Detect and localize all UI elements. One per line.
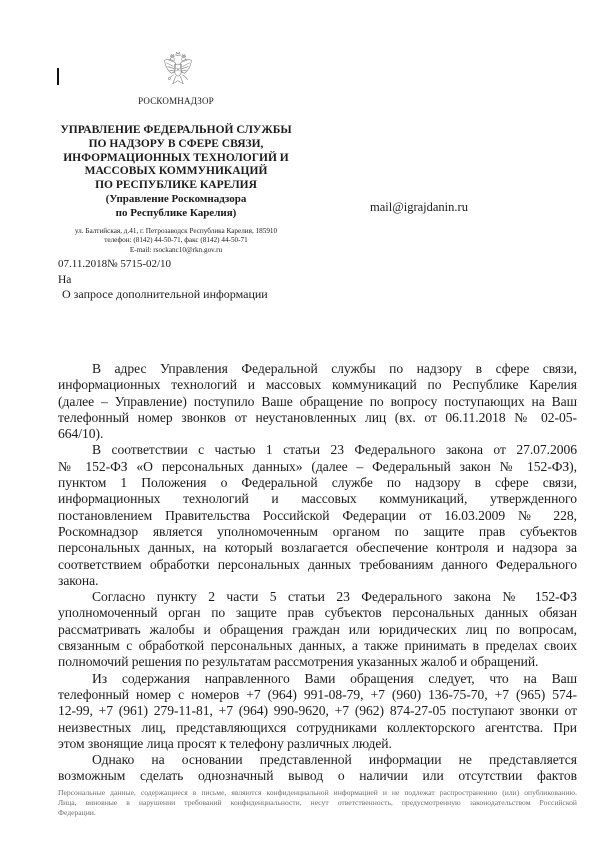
department-line: ИНФОРМАЦИОННЫХ ТЕХНОЛОГИЙ И: [63, 151, 289, 164]
body-line: рассматривать жалобы и обращения граждан или юридических лиц по вопросам,: [58, 621, 577, 637]
body-paragraph: [58, 752, 577, 785]
body-line: № 152-ФЗ «О персональных данных» (далее – Федеральный закон № 152-ФЗ),: [58, 458, 577, 474]
agency-name: РОСКОМНАДЗОР: [138, 96, 214, 106]
footer-line: Персональные данные, содержащиеся в письме, являются конфиденциальной информацией и не подлежат распространению (или) опубликованию.: [58, 788, 577, 797]
body-line: телефонный номер с номеров +7 (964) 991-08-79, +7 (960) 136-75-70, +7 (965) 574-: [58, 686, 577, 702]
body-line: этом звонящие лица просят к телефону различных людей.: [58, 735, 392, 751]
department-line: ПО РЕСПУБЛИКЕ КАРЕЛИЯ: [95, 179, 257, 192]
department-line: ПО НАДЗОРУ В СФЕРЕ СВЯЗИ,: [88, 137, 264, 150]
body-line: связанным с обработкой персональных данных, а также принимать в пределах своих: [58, 638, 577, 654]
footer-line: Федерации.: [58, 807, 96, 817]
body-line: В адрес Управления Федеральной службы по надзору в сфере связи,: [92, 361, 577, 376]
body-line: соответствием обработки персональных данных требованиям данного Федерального: [58, 556, 577, 572]
body-line: Однако на основании представленной информации не представляется: [92, 752, 577, 768]
letter-body: [58, 361, 577, 785]
recipient-email: mail@igrajdanin.ru: [370, 199, 468, 214]
body-line: пунктом 1 Положения о Федеральной службе по надзору в сфере связи,: [58, 475, 577, 491]
department-short-line: по Республике Карелия): [115, 206, 237, 219]
department-short-line: (Управление Роскомнадзора: [105, 192, 247, 205]
body-line: закона.: [58, 572, 99, 588]
address-block: [58, 227, 294, 256]
body-line: 664/10).: [58, 426, 104, 442]
body-line: Согласно пункту 2 части 5 статьи 23 Федерального закона № 152-ФЗ: [92, 589, 577, 605]
address-line: ул. Балтийская, д.41, г. Петрозаводск Республика Карелия, 185910: [74, 226, 278, 235]
body-line: 12-99, +7 (961) 279-11-81, +7 (964) 990-9620, +7 (962) 874-27-05 поступают звонки от: [58, 703, 577, 719]
email-line: E-mail: rsockanc10@rkn.gov.ru: [129, 245, 223, 254]
footer-line: Лица, виновные в нарушении требований конфиденциальности, несут ответственность, предусмотренную законодательством Российской: [58, 797, 577, 807]
body-line: постановлением Правительства Российской Федерации от 16.03.2009 № 228,: [58, 507, 577, 523]
body-paragraph: [58, 361, 577, 442]
phone-line: телефон: (8142) 44-50-71, факс (8142) 44-50-71: [104, 236, 248, 245]
text-cursor: [57, 68, 59, 85]
body-paragraph: [58, 442, 577, 589]
body-line: информационных технологий и массовых коммуникаций по Республике Карелия: [58, 377, 577, 393]
body-paragraph: [58, 589, 577, 670]
body-line: В соответствии с частью 1 статьи 23 Федерального закона от 27.07.2006: [92, 442, 577, 458]
body-line: возможным сделать однозначный вывод о наличии или отсутствии фактов: [58, 768, 577, 784]
body-line: неизвестных лиц, представляющихся сотрудниками коллекторского агентства. При: [58, 719, 577, 735]
letter-subject: О запросе дополнительной информации: [62, 286, 268, 301]
body-line: уполномоченный орган по защите прав субъектов персональных данных обязан: [58, 605, 577, 621]
department-title: [58, 124, 294, 221]
department-line: УПРАВЛЕНИЕ ФЕДЕРАЛЬНОЙ СЛУЖБЫ: [60, 124, 292, 136]
body-line: Роскомнадзор является уполномоченным органом по защите прав субъектов: [58, 523, 577, 539]
body-line: телефонный номер звонков от неустановленных лиц (вх. от 06.11.2018 № 02-05-: [58, 409, 577, 425]
confidentiality-footer: [58, 788, 577, 817]
body-line: (далее – Управление) поступило Ваше обращение по вопросу поступающих на Ваш: [58, 393, 577, 409]
body-line: персональных данных, на который возлагается обеспечение контроля и надзора за: [58, 540, 577, 556]
body-line: полномочий решения по результатам рассмотрения указанных жалоб и обращений.: [58, 654, 539, 670]
body-line: Из содержания направленного Вами обращения следует, что на Ваш: [92, 670, 577, 686]
department-line: МАССОВЫХ КОММУНИКАЦИЙ: [84, 165, 268, 178]
letter-date-number: 07.11.2018№ 5715-02/10: [58, 258, 172, 270]
russian-coat-of-arms-icon: [163, 50, 193, 92]
letter-reference: На: [58, 273, 72, 286]
body-paragraph: [58, 671, 577, 752]
body-line: информационных технологий и массовых коммуникаций, утвержденного: [58, 491, 577, 507]
